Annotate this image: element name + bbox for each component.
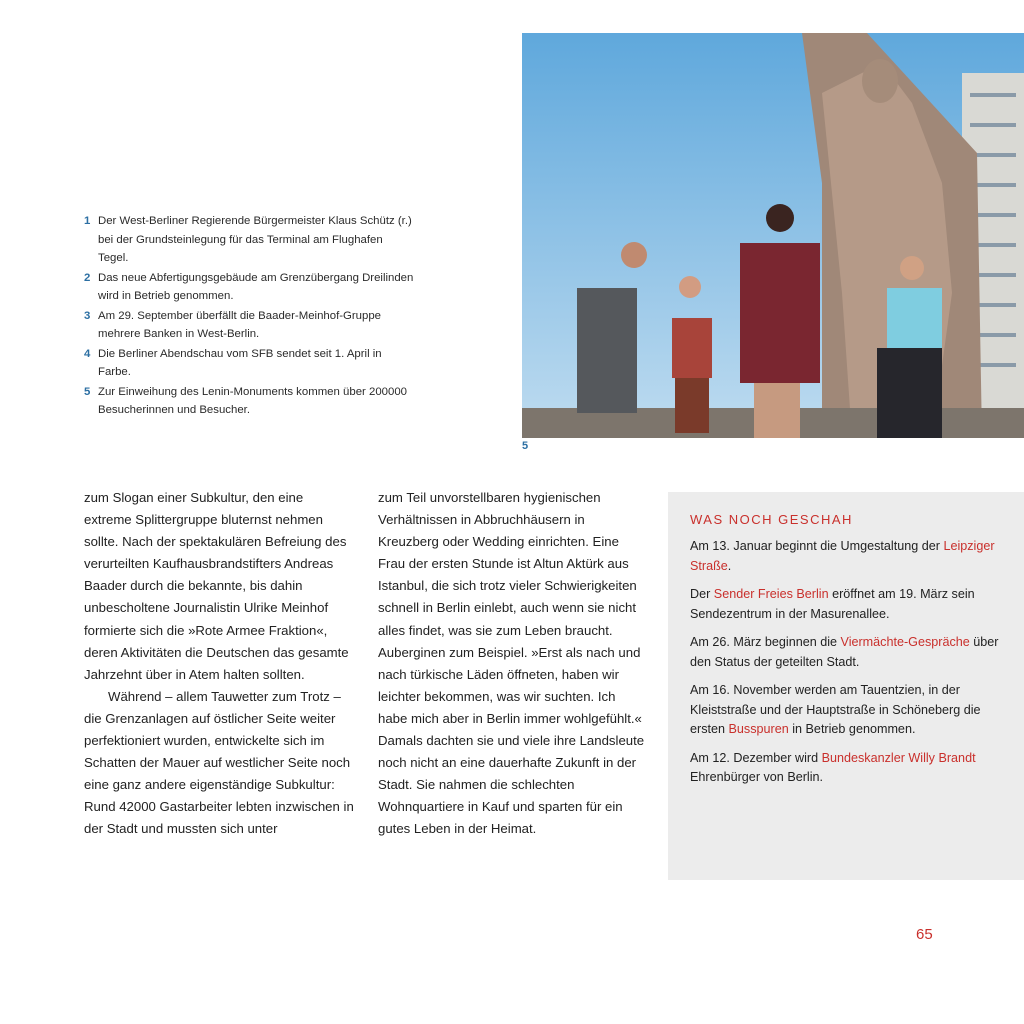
sidebar-item-text: eröffnet am 19. März sein Sendezentrum in der Masurenallee. [690,587,975,621]
body-paragraph: zum Slogan einer Subkultur, den eine extreme Splittergruppe bluternst nehmen sollte. Nach der spektakulären Befreiung des verurteilten Kaufhausbrandstifters Andreas Baader durch die bekannte, bis dahin unbescholtene Journalistin Ulrike Meinhof formierte sich die »Rote Armee Fraktion«, deren Aktivitäten die Deutschen das gesamte Jahrzehnt über in Atem halten sollten. [84,490,349,682]
caption-number: 1 [84,215,91,227]
caption-item [84,345,414,382]
sidebar-item-highlight: Busspuren [728,722,789,736]
sidebar-item-highlight: Bundeskanzler Willy Brandt [821,750,976,765]
sidebar-box [668,492,1024,880]
sidebar-item [690,749,1004,788]
caption-text: Am 29. September überfällt die Baader-Meinhof-Gruppe mehrere Banken in West-Berlin. [98,309,382,340]
sidebar-item-text: Ehrenbürger von Berlin. [690,770,824,784]
body-column-1 [84,487,354,841]
caption-item [84,383,414,420]
sidebar-item-text: Am 13. Januar beginnt die Umgestaltung der [690,539,944,553]
sidebar-item-text: Der [690,587,714,601]
sidebar-item-highlight: Sender Freies Berlin [713,587,829,601]
body-paragraph: zum Teil unvorstellbaren hygienischen Verhältnissen in Abbruchhäusern in Kreuzberg oder Wedding einrichten. Eine Frau der ersten Stunde ist Altun Aktürk aus Istanbul, die sich trotz vieler Schwierigkeiten schnell in Berlin einlebt, auch wenn sie nicht alles findet, was sie zum Leben braucht. Auberginen zum Beispiel. »Erst als nach und nach türkische Läden öffneten, haben wir leichter bekommen, was wir suchten. Ich habe mich aber in Berlin immer wohlgefühlt.« Damals dachten sie und viele ihre Landsleute noch nicht an eine dauerhafte Zukunft in der Stadt. Sie nahmen die schlechten Wohnquartiere in Kauf und sparten für ein gutes Leben in der Heimat. [378,490,645,837]
caption-item [84,307,414,344]
photo-number: 5 [522,440,529,452]
sidebar-item-text: Am 16. November werden am Tauentzien, in der Kleiststraße und der Hauptstraße in Schöneberg die ersten [690,683,981,736]
caption-number: 5 [84,385,91,398]
sidebar-item-text: . [727,558,732,573]
sidebar-item-text: über den Status der geteilten Stadt. [690,635,999,669]
caption-item [84,212,414,268]
caption-text: Das neue Abfertigungsgebäude am Grenzübergang Dreilinden wird in Betrieb genommen. [98,271,414,302]
sidebar-item [690,633,1004,672]
sidebar-item-text: in Betrieb genommen. [788,722,916,736]
body-paragraph: Während – allem Tauwetter zum Trotz – die Grenzanlagen auf östlicher Seite weiter perfektioniert wurden, entwickelte sich im Schatten der Mauer auf westlicher Seite noch eine ganz andere eigenständige Subkultur: Rund 42000 Gastarbeiter lebten inzwischen in der Stadt und mussten sich unter [84,688,354,837]
sidebar-item-text: Am 12. Dezember wird [690,750,822,765]
caption-item [84,269,414,306]
sidebar-item-highlight: Leipziger Straße [690,539,995,573]
sidebar-item-highlight: Viermächte-Gespräche [840,635,970,649]
sidebar-title: WAS NOCH GESCHAH [690,512,853,527]
caption-number: 3 [84,309,91,322]
caption-number: 2 [84,271,91,284]
sidebar-item [690,681,1004,740]
caption-list [84,212,414,421]
sidebar-item-text: Am 26. März beginnen die [690,635,841,649]
body-column-2 [378,487,648,841]
caption-text: Zur Einweihung des Lenin-Monuments kommen über 200000 Besucherinnen und Besucher. [98,385,407,416]
caption-text: Der West-Berliner Regierende Bürgermeister Klaus Schütz (r.) bei der Grundsteinlegung für das Terminal am Flughafen Tegel. [98,215,412,264]
caption-text: Die Berliner Abendschau vom SFB sendet seit 1. April in Farbe. [98,347,382,378]
page-number: 65 [916,926,933,943]
sidebar-item [690,585,1004,624]
caption-number: 4 [84,347,91,360]
sidebar-item [690,537,1004,576]
lenin-monument-photo [522,33,1024,438]
